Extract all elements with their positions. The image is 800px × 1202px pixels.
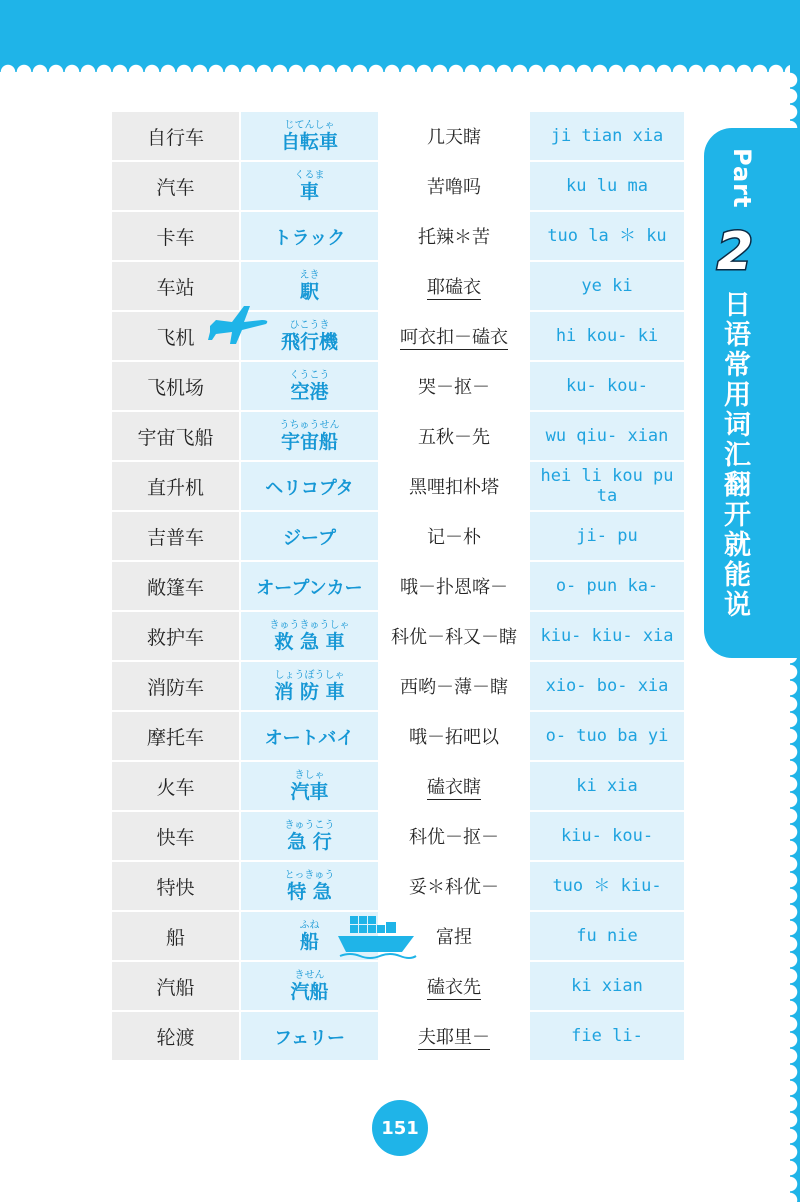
romaji: fu nie (530, 912, 684, 960)
romaji: hei li kou pu ta (530, 462, 684, 510)
chinese-approx (380, 512, 528, 560)
romaji: ku lu ma (530, 162, 684, 210)
japanese-text: 汽船 (290, 980, 329, 1003)
table-row (112, 812, 686, 862)
table-row (112, 312, 686, 362)
romaji: ji tian xia (530, 112, 684, 160)
approx-text: 记－朴 (427, 527, 481, 548)
furigana: えき (299, 269, 320, 281)
japanese-word (241, 162, 378, 210)
chinese-approx (380, 812, 528, 860)
japanese-word (241, 462, 378, 510)
romaji: o- tuo ba yi (530, 712, 684, 760)
part-number: 2 (716, 222, 754, 282)
japanese-text: オートバイ (264, 728, 355, 749)
romaji: ki xian (530, 962, 684, 1010)
approx-text: 哦－扑恩喀－ (400, 577, 508, 598)
japanese-text: 自転車 (280, 130, 338, 153)
chinese-approx (380, 112, 528, 160)
romaji: ku- kou- (530, 362, 684, 410)
romaji: tuo la ＊ ku (530, 212, 684, 260)
japanese-text: オープンカー (256, 578, 363, 599)
chinese-approx (380, 462, 528, 510)
table-row (112, 162, 686, 212)
japanese-word (241, 962, 378, 1010)
approx-text: 几天瞎 (427, 127, 481, 148)
japanese-word (241, 662, 378, 710)
chinese-approx (380, 262, 528, 310)
approx-text: 富捏 (436, 927, 472, 948)
chinese-word: 自行车 (112, 112, 239, 160)
japanese-word (241, 712, 378, 760)
furigana: きせん (294, 969, 325, 981)
chinese-approx (380, 1012, 528, 1060)
japanese-word (241, 362, 378, 410)
japanese-text: 急 行 (287, 830, 332, 853)
furigana: きしゃ (294, 769, 325, 781)
chinese-approx (380, 712, 528, 760)
chinese-word: 快车 (112, 812, 239, 860)
approx-text: 磕衣先 (427, 973, 481, 1000)
table-row (112, 512, 686, 562)
table-row (112, 662, 686, 712)
romaji: wu qiu- xian (530, 412, 684, 460)
chinese-approx (380, 612, 528, 660)
table-row (112, 262, 686, 312)
romaji: ki xia (530, 762, 684, 810)
furigana: きゅうこう (284, 819, 335, 831)
japanese-text: 特 急 (287, 880, 332, 903)
stamp-edge-top (0, 64, 790, 80)
romaji: ji- pu (530, 512, 684, 560)
romaji: ye ki (530, 262, 684, 310)
approx-text: 耶磕衣 (427, 273, 481, 300)
japanese-text: 駅 (299, 280, 319, 303)
japanese-text: 消 防 車 (274, 680, 345, 703)
chinese-word: 消防车 (112, 662, 239, 710)
approx-text: 科优－抠－ (409, 827, 499, 848)
table-row (112, 412, 686, 462)
furigana: じてんしゃ (284, 119, 335, 131)
chinese-word: 飞机 (112, 312, 239, 360)
table-row (112, 562, 686, 612)
romaji: xio- bo- xia (530, 662, 684, 710)
japanese-word (241, 562, 378, 610)
chinese-word: 汽船 (112, 962, 239, 1010)
chinese-word: 宇宙飞船 (112, 412, 239, 460)
approx-text: 哦－拓吧以 (409, 727, 499, 748)
chinese-word: 吉普车 (112, 512, 239, 560)
japanese-text: 船 (299, 930, 319, 953)
table-row (112, 462, 686, 512)
japanese-text: 車 (299, 180, 319, 203)
chinese-word: 特快 (112, 862, 239, 910)
approx-text: 托辣＊苦 (418, 227, 490, 248)
approx-text: 妥＊科优－ (409, 877, 499, 898)
furigana: しょうぼうしゃ (274, 669, 345, 681)
romaji: kiu- kou- (530, 812, 684, 860)
japanese-text: 救 急 車 (274, 630, 345, 653)
table-row (112, 1012, 686, 1062)
approx-text: 科优－科又－瞎 (391, 627, 517, 648)
approx-text: 五秋－先 (418, 427, 490, 448)
approx-text: 夫耶里－ (418, 1023, 490, 1050)
chinese-approx (380, 162, 528, 210)
table-row (112, 712, 686, 762)
chapter-title: 日语常用词汇翻开就能说 (719, 290, 750, 620)
romaji: fie li- (530, 1012, 684, 1060)
table-row (112, 612, 686, 662)
chinese-word: 卡车 (112, 212, 239, 260)
approx-text: 苦噜吗 (427, 177, 481, 198)
chinese-approx (380, 212, 528, 260)
japanese-word (241, 762, 378, 810)
table-row (112, 212, 686, 262)
chinese-word: 摩托车 (112, 712, 239, 760)
japanese-word (241, 812, 378, 860)
japanese-word (241, 212, 378, 260)
approx-text: 哭－抠－ (418, 377, 490, 398)
airplane-icon (206, 302, 270, 346)
furigana: ふね (299, 919, 320, 931)
japanese-word (241, 862, 378, 910)
table-row (112, 362, 686, 412)
japanese-word (241, 612, 378, 660)
furigana: とっきゅう (284, 869, 335, 881)
japanese-text: ヘリコプタ (265, 478, 354, 499)
chinese-word: 汽车 (112, 162, 239, 210)
japanese-text: 宇宙船 (280, 430, 338, 453)
romaji: o- pun ka- (530, 562, 684, 610)
romaji: hi kou- ki (530, 312, 684, 360)
chinese-word: 飞机场 (112, 362, 239, 410)
japanese-text: 汽車 (290, 780, 329, 803)
furigana: うちゅうせん (279, 419, 340, 431)
japanese-word (241, 412, 378, 460)
approx-text: 磕衣瞎 (427, 773, 481, 800)
chinese-approx (380, 362, 528, 410)
approx-text: 西哟－薄－瞎 (400, 677, 508, 698)
furigana: くるま (294, 169, 325, 181)
chinese-word: 火车 (112, 762, 239, 810)
chinese-approx (380, 862, 528, 910)
furigana: きゅうきゅうしゃ (269, 619, 350, 631)
romaji: kiu- kiu- xia (530, 612, 684, 660)
chinese-word: 敞篷车 (112, 562, 239, 610)
furigana: ひこうき (289, 319, 330, 331)
table-row (112, 112, 686, 162)
approx-text: 呵衣扣－磕衣 (400, 323, 508, 350)
furigana: くうこう (289, 369, 330, 381)
page-number: 151 (381, 1118, 419, 1139)
approx-text: 黑哩扣朴塔 (409, 477, 499, 498)
romaji: tuo ＊ kiu- (530, 862, 684, 910)
chinese-approx (380, 962, 528, 1010)
japanese-text: フェリー (273, 1028, 346, 1049)
cargo-ship-icon (336, 908, 418, 960)
chinese-approx (380, 562, 528, 610)
chinese-approx (380, 662, 528, 710)
japanese-text: 空港 (290, 380, 329, 403)
japanese-text: トラック (273, 228, 346, 249)
table-row (112, 962, 686, 1012)
chinese-word: 救护车 (112, 612, 239, 660)
chinese-word: 直升机 (112, 462, 239, 510)
chinese-word: 轮渡 (112, 1012, 239, 1060)
chinese-approx (380, 762, 528, 810)
chinese-word: 车站 (112, 262, 239, 310)
japanese-text: ジープ (282, 528, 337, 549)
japanese-word (241, 1012, 378, 1060)
japanese-word (241, 112, 378, 160)
table-row (112, 862, 686, 912)
chinese-word: 船 (112, 912, 239, 960)
japanese-text: 飛行機 (280, 330, 338, 353)
japanese-word (241, 512, 378, 560)
part-label: Part (728, 148, 756, 209)
table-row (112, 762, 686, 812)
chinese-approx (380, 412, 528, 460)
chinese-approx (380, 312, 528, 360)
